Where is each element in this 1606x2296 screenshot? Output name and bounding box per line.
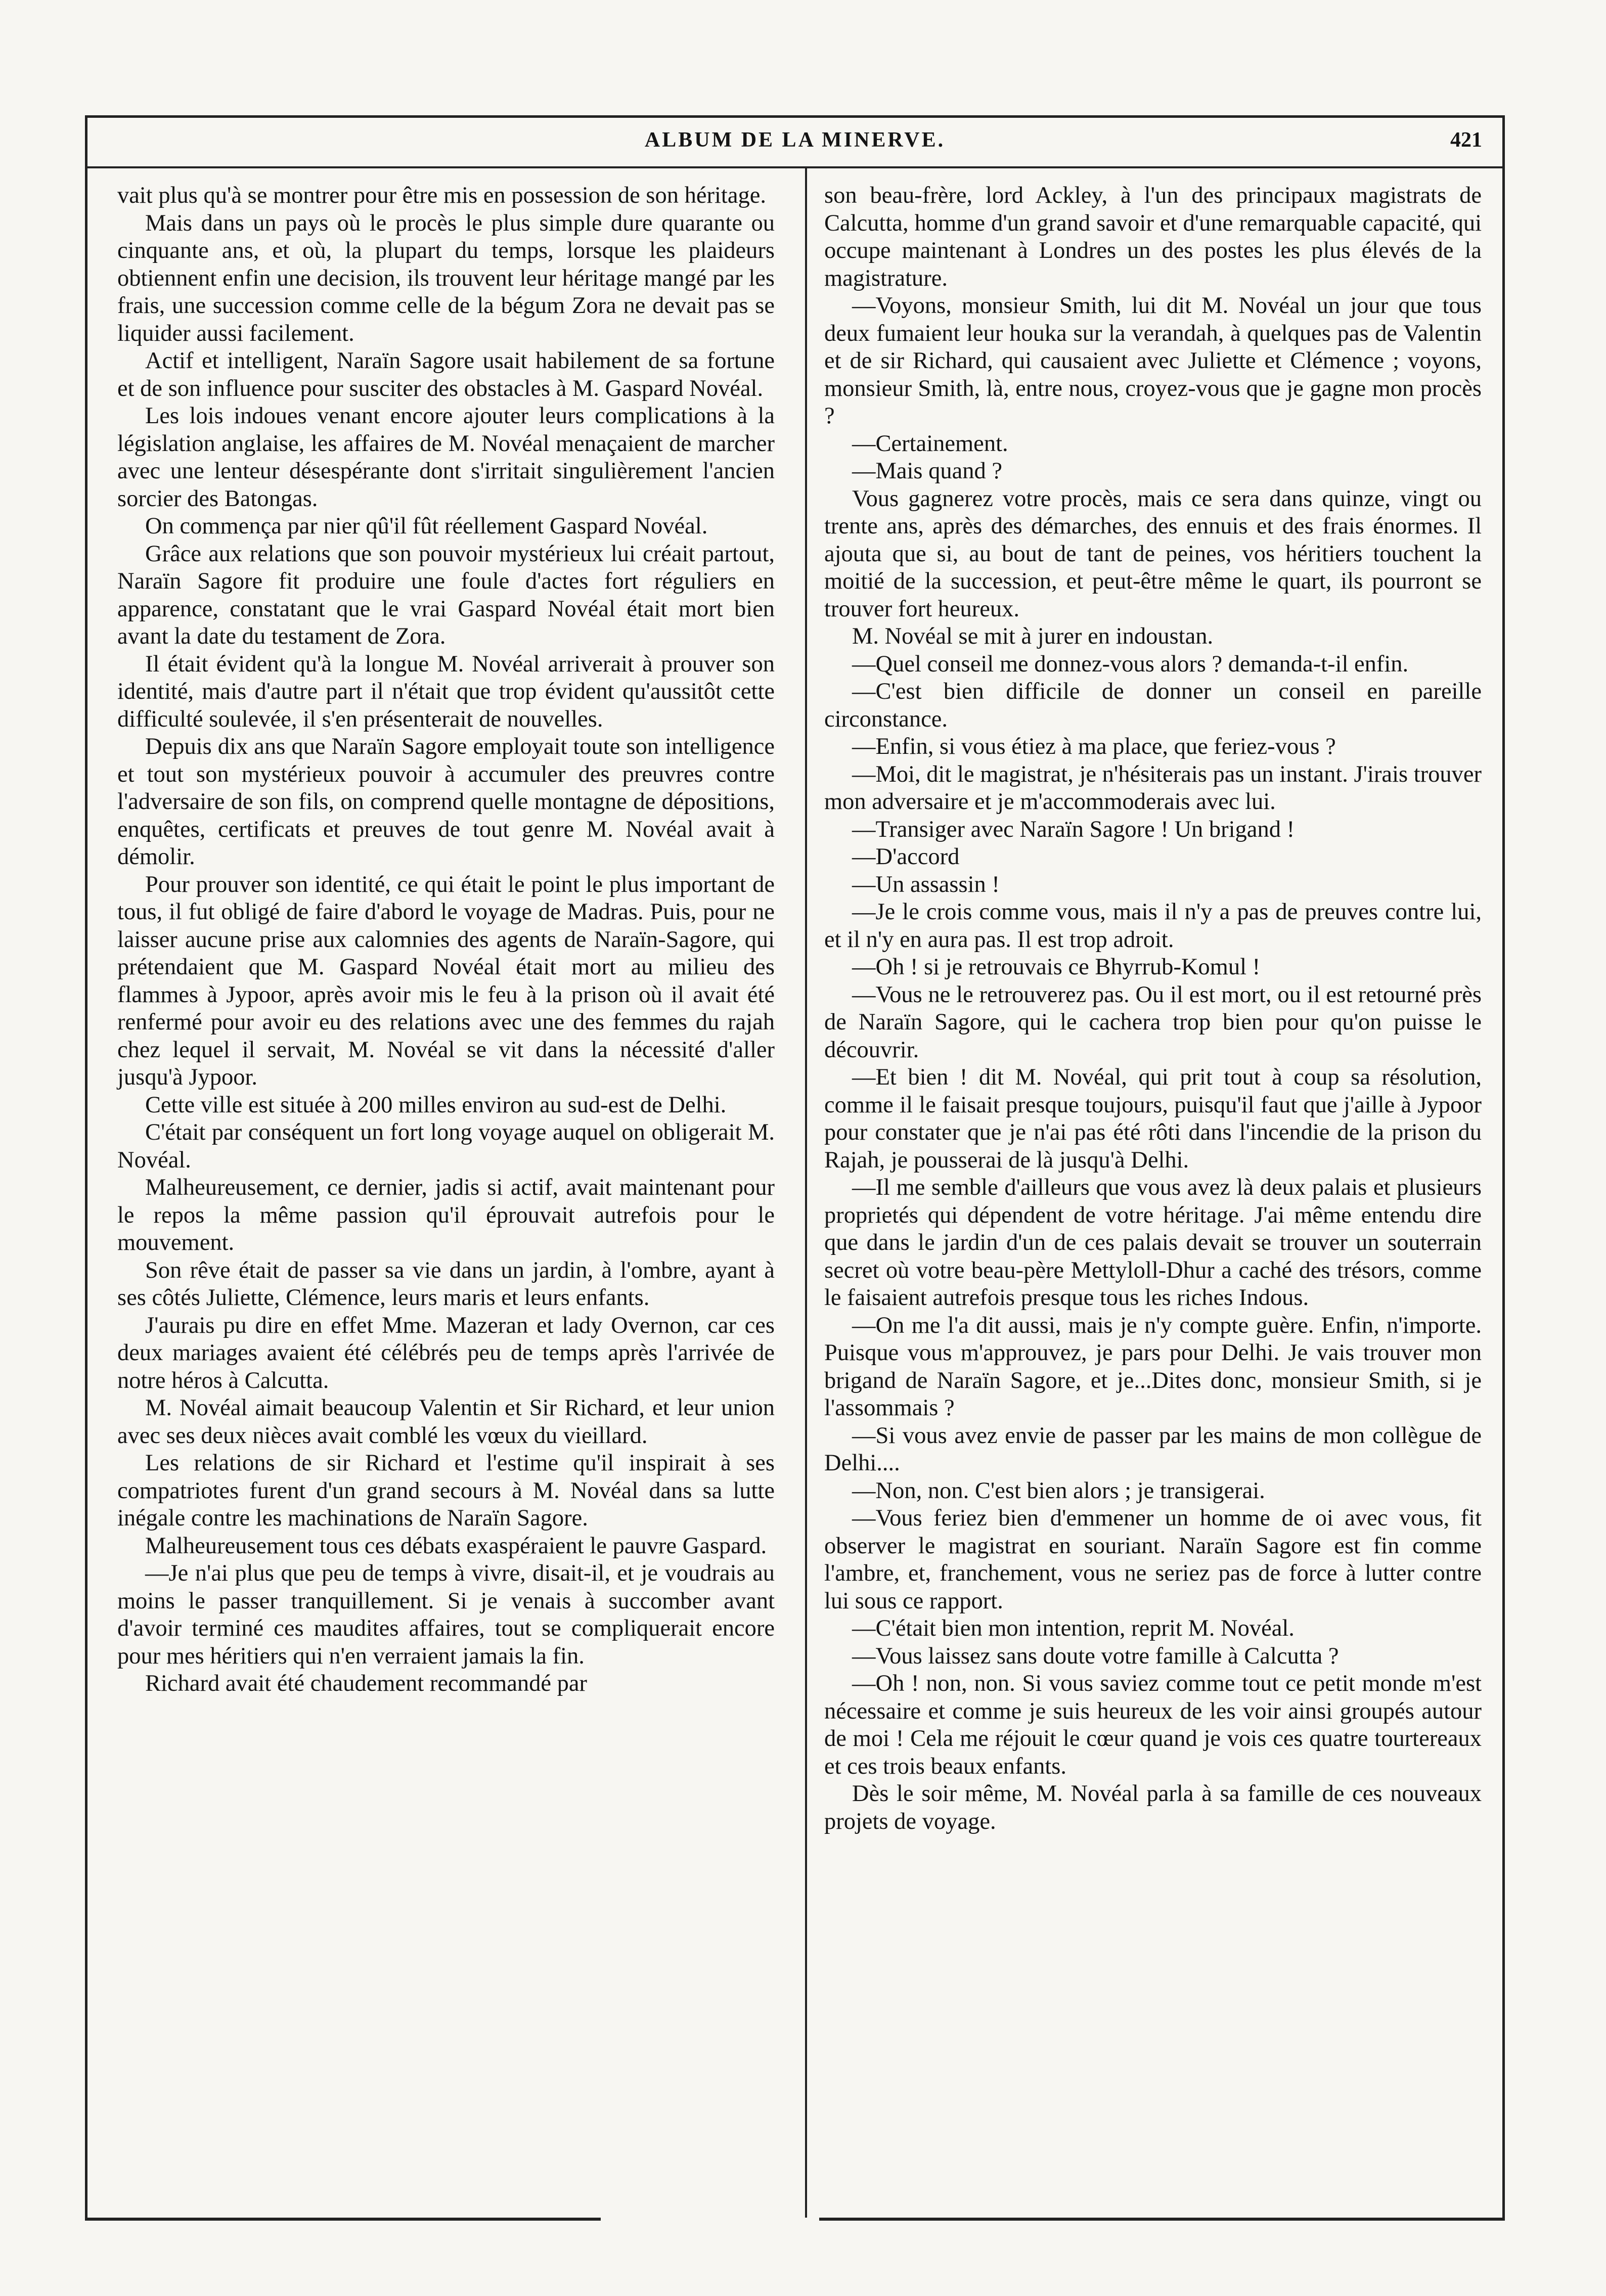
paragraph: —On me l'a dit aussi, mais je n'y compte guère. Enfin, n'importe. Puisque vous m'approuvez, je pars pour Delhi. Je vais trouver mon brigand de Naraïn Sagore, et je...Dites donc, monsieur Smith, si je l'assommais ? bbox=[824, 1312, 1482, 1421]
paragraph: —Vous ne le retrouverez pas. Ou il est mort, ou il est retourné près de Naraïn Sagore, qui le cachera trop bien pour qu'on puisse le découvrir. bbox=[824, 981, 1482, 1063]
bottom-rule-left bbox=[85, 2218, 601, 2221]
paragraph: —Certainement. bbox=[852, 430, 1008, 457]
paragraph: Cette ville est située à 200 milles environ au sud-est de Delhi. bbox=[145, 1092, 727, 1118]
column-divider bbox=[805, 168, 807, 2218]
paragraph: Son rêve était de passer sa vie dans un jardin, à l'ombre, ayant à ses côtés Juliette, Clémence, leurs maris et leurs enfants. bbox=[117, 1257, 775, 1311]
paragraph: —D'accord bbox=[852, 844, 960, 870]
paragraph: —Vous feriez bien d'emmener un homme de oi avec vous, fit observer le magistrat en souriant. Naraïn Sagore est fin comme l'ambre, et, franchement, vous ne seriez pas de force à lutter contre lui sous ce rapport. bbox=[824, 1505, 1482, 1614]
paragraph: Actif et intelligent, Naraïn Sagore usait habilement de sa fortune et de son influence pour susciter des obstacles à M. Gaspard Novéal. bbox=[117, 348, 775, 401]
paragraph: —Et bien ! dit M. Novéal, qui prit tout à coup sa résolution, comme il le faisait presque toujours, puisqu'il faut que j'aille à Jypoor pour constater que je n'ai pas été rôti dans l'incendie de la prison du Rajah, je pousserai de là jusqu'à Delhi. bbox=[824, 1064, 1482, 1173]
paragraph: —C'était bien mon intention, reprit M. Novéal. bbox=[852, 1615, 1295, 1641]
paragraph: —Voyons, monsieur Smith, lui dit M. Novéal un jour que tous deux fumaient leur houka sur la verandah, à quelques pas de Valentin et de sir Richard, qui causaient avec Juliette et Clémence ; voyons, monsieur Smith, là, entre nous, croyez-vous que je gagne mon procès ? bbox=[824, 293, 1482, 429]
paragraph: Dès le soir même, M. Novéal parla à sa famille de ces nouveaux projets de voyage. bbox=[824, 1781, 1482, 1834]
paragraph: —Non, non. C'est bien alors ; je transigerai. bbox=[852, 1477, 1265, 1504]
paragraph: M. Novéal se mit à jurer en indoustan. bbox=[852, 623, 1214, 649]
paragraph: Richard avait été chaudement recommandé par bbox=[145, 1671, 588, 1696]
paragraph: —Je n'ai plus que peu de temps à vivre, disait-il, et je voudrais au moins le passer tranquillement. Si je venais à succomber avant d'avoir terminé ces maudites affaires, tout se compliquerait encore pour mes héritiers qui n'en verraient jamais la fin. bbox=[117, 1560, 775, 1669]
paragraph: —Un assassin ! bbox=[852, 871, 1000, 897]
paragraph: son beau-frère, lord Ackley, à l'un des principaux magistrats de Calcutta, homme d'un grand savoir et d'une remarquable capacité, qui occupe maintenant à Londres un des postes les plus élevés de la magistrature. bbox=[824, 183, 1482, 291]
running-title: ALBUM DE LA MINERVE. bbox=[644, 128, 946, 152]
paragraph: —Mais quand ? bbox=[852, 458, 1003, 484]
paragraph: —Enfin, si vous étiez à ma place, que feriez-vous ? bbox=[852, 734, 1336, 759]
paragraph: C'était par conséquent un fort long voyage auquel on obligerait M. Novéal. bbox=[117, 1119, 775, 1173]
paragraph: On commença par nier qû'il fût réellement Gaspard Novéal. bbox=[145, 513, 708, 539]
paragraph: —Moi, dit le magistrat, je n'hésiterais pas un instant. J'irais trouver mon adversaire et je m'accommoderais avec lui. bbox=[824, 761, 1482, 815]
paragraph: M. Novéal aimait beaucoup Valentin et Sir Richard, et leur union avec ses deux nièces avait comblé les vœux du vieillard. bbox=[117, 1395, 775, 1449]
paragraph: Il était évident qu'à la longue M. Novéal arriverait à prouver son identité, mais d'autre part il n'était que trop évident qu'aussitôt cette difficulté soulevée, il s'en présenterait de nouvelles. bbox=[117, 651, 775, 732]
paragraph: Les lois indoues venant encore ajouter leurs complications à la législation anglaise, les affaires de M. Novéal menaçaient de marcher avec une lenteur désespérante dont s'irritait singulièrement l'ancien sorcier des Batongas. bbox=[117, 403, 775, 512]
paragraph: —Il me semble d'ailleurs que vous avez là deux palais et plusieurs proprietés qui dépendent de votre héritage. J'ai même entendu dire que dans le jardin d'un de ces palais devait se trouver un souterrain secret où votre beau-père Mettyloll-Dhur a caché des trésors, comme le faisaient autrefois presque tous les riches Indous. bbox=[824, 1175, 1482, 1311]
left-column bbox=[117, 182, 775, 2204]
paragraph: vait plus qu'à se montrer pour être mis en possession de son héritage. bbox=[117, 183, 766, 208]
paragraph: Malheureusement, ce dernier, jadis si actif, avait maintenant pour le repos la même passion qu'il éprouvait autrefois pour le mouvement. bbox=[117, 1175, 775, 1255]
paragraph: —Transiger avec Naraïn Sagore ! Un brigand ! bbox=[852, 816, 1295, 842]
paragraph: —Oh ! si je retrouvais ce Bhyrrub-Komul ! bbox=[852, 954, 1261, 980]
right-column bbox=[824, 182, 1482, 2204]
paragraph: Les relations de sir Richard et l'estime qu'il inspirait à ses compatriotes furent d'un grand secours à M. Novéal dans sa lutte inégale contre les machinations de Naraïn Sagore. bbox=[117, 1450, 775, 1531]
paragraph: J'aurais pu dire en effet Mme. Mazeran et lady Overnon, car ces deux mariages avaient été célébrés peu de temps après l'arrivée de notre héros à Calcutta. bbox=[117, 1312, 775, 1393]
paragraph: Grâce aux relations que son pouvoir mystérieux lui créait partout, Naraïn Sagore fit produire une foule d'actes fort réguliers en apparence, constatant que le vrai Gaspard Novéal était mort bien avant la date du testament de Zora. bbox=[117, 541, 775, 649]
paragraph: —C'est bien difficile de donner un conseil en pareille circonstance. bbox=[824, 679, 1482, 732]
page-number: 421 bbox=[1450, 128, 1482, 152]
paragraph: —Vous laissez sans doute votre famille à Calcutta ? bbox=[852, 1643, 1339, 1669]
paragraph: Pour prouver son identité, ce qui était le point le plus important de tous, il fut obligé de faire d'abord le voyage de Madras. Puis, pour ne laisser aucune prise aux calomnies des agents de Naraïn-Sagore, qui prétendaient que M. Gaspard Novéal était mort au milieu des flammes à Jypoor, après avoir mis le feu à la prison où il avait été renfermé pour avoir eu des relations avec une des femmes du rajah chez lequel il servait, M. Novéal se vit dans la nécessité d'aller jusqu'à Jypoor. bbox=[117, 871, 775, 1090]
page-header bbox=[87, 118, 1502, 168]
paragraph: —Si vous avez envie de passer par les mains de mon collègue de Delhi.... bbox=[824, 1422, 1482, 1476]
bottom-rule-right bbox=[819, 2218, 1505, 2221]
paragraph: —Je le crois comme vous, mais il n'y a pas de preuves contre lui, et il n'y en aura pas. Il est trop adroit. bbox=[824, 899, 1482, 953]
paragraph: Depuis dix ans que Naraïn Sagore employait toute son intelligence et tout son mystérieux pouvoir à accumuler des preuvres contre l'adversaire de son fils, on comprend quelle montagne de dépositions, enquêtes, certificats et preuves de tout genre M. Novéal avait à démolir. bbox=[117, 734, 775, 870]
paragraph: —Oh ! non, non. Si vous saviez comme tout ce petit monde m'est nécessaire et comme je suis heureux de les voir ainsi groupés autour de moi ! Cela me réjouit le cœur quand je vois ces quatre tourtereaux et ces trois beaux enfants. bbox=[824, 1671, 1482, 1779]
paragraph: Vous gagnerez votre procès, mais ce sera dans quinze, vingt ou trente ans, après des démarches, des ennuis et des frais énormes. Il ajouta que si, au bout de tant de peines, vos héritiers touchent la moitié de la succession, et peut-être même le quart, ils pourront se trouver fort heureux. bbox=[824, 485, 1482, 622]
paragraph: Mais dans un pays où le procès le plus simple dure quarante ou cinquante ans, et où, la plupart du temps, lorsque les plaideurs obtiennent enfin une decision, ils trouvent leur héritage mangé par les frais, une succession comme celle de la bégum Zora ne devait pas se liquider aussi facilement. bbox=[117, 210, 775, 346]
paragraph: —Quel conseil me donnez-vous alors ? demanda-t-il enfin. bbox=[852, 651, 1409, 677]
paragraph: Malheureusement tous ces débats exaspéraient le pauvre Gaspard. bbox=[145, 1533, 767, 1559]
